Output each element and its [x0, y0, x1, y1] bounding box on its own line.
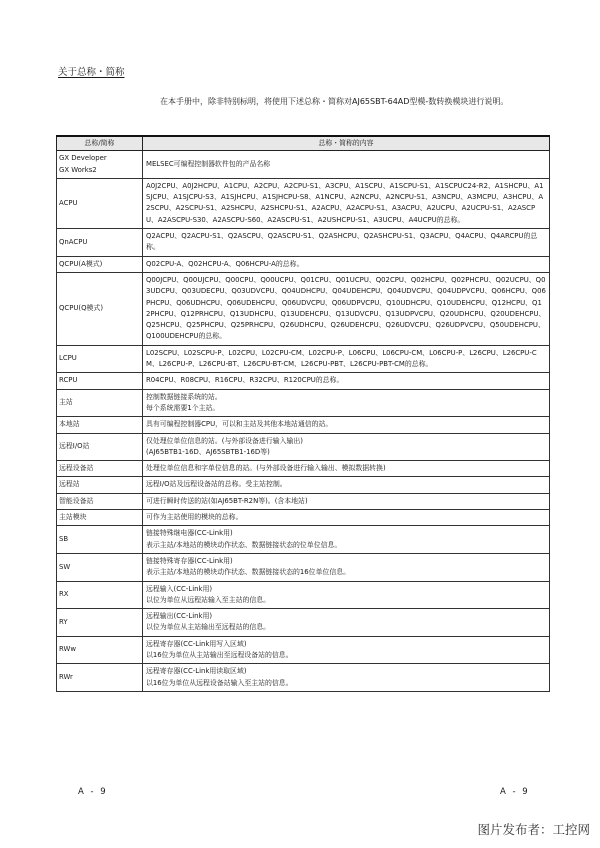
term-cell	[57, 229, 143, 257]
description-cell	[143, 272, 550, 345]
description-cell	[143, 510, 550, 526]
description-cell	[143, 178, 550, 228]
page-number-right: A - 9	[500, 787, 530, 797]
description-cell	[143, 345, 550, 373]
table-row	[57, 664, 550, 692]
table-row	[57, 229, 550, 257]
description-line: L02SCPU、L02SCPU-P、L02CPU、L02CPU-CM、L02CPU-P、L06CPU、L06CPU-CM、L06CPU-P、L26CPU、L26CPU-CM、L26CPU-P、L26CPU-BT、L26CPU-BT-CM、L26CPU-PBT、L26CPU-PBT-CM的总称。	[146, 348, 537, 369]
description-line: 以位为单位从主站输出至远程站的信息。	[146, 623, 271, 632]
description-line: 远程寄存器(CC-Link用写入区域)	[146, 639, 247, 648]
table-row	[57, 461, 550, 477]
description-cell	[143, 477, 550, 493]
term-cell	[57, 178, 143, 228]
term-label: RX	[59, 590, 69, 599]
section-title: 关于总称・简称	[58, 67, 125, 78]
table-row	[57, 389, 550, 417]
description-cell	[143, 389, 550, 417]
term-label: 智能设备站	[59, 496, 94, 505]
term-label: 主站	[59, 398, 73, 407]
term-label: RWr	[59, 672, 73, 681]
term-cell	[57, 609, 143, 637]
description-line: 处理位单位信息和字单位信息的站。(与外部设备进行输入输出、模拟数据转换)	[146, 464, 386, 473]
term-cell	[57, 256, 143, 272]
term-cell	[57, 477, 143, 493]
term-label: RY	[59, 617, 68, 626]
table-row	[57, 433, 550, 461]
term-cell	[57, 553, 143, 581]
description-cell	[143, 636, 550, 664]
table-row	[57, 636, 550, 664]
term-cell	[57, 526, 143, 554]
term-label: 远程I/O站	[59, 442, 90, 451]
table-row	[57, 581, 550, 609]
table-row	[57, 272, 550, 345]
description-line: 远程输入(CC-Link用)	[146, 584, 213, 593]
description-line: Q2ACPU、Q2ACPU-S1、Q2ASCPU、Q2ASCPU-S1、Q2ASHCPU、Q2ASHCPU-S1、Q3ACPU、Q4ACPU、Q4ARCPU的总称。	[146, 232, 538, 252]
terms-body	[57, 151, 550, 692]
table-row	[57, 256, 550, 272]
description-line: 远程I/O站及远程设备站的总称。受主站控制。	[146, 480, 287, 489]
term-cell	[57, 433, 143, 461]
page-number-left: A - 9	[78, 787, 108, 797]
term-label: 远程设备站	[59, 464, 94, 473]
description-line: 可进行瞬时传送的站(如AJ65BT-R2N等)。(含本地站)	[146, 496, 308, 505]
table-row	[57, 493, 550, 509]
description-line: 具有可编程控制器CPU，可以和主站及其他本地站通信的站。	[146, 420, 333, 429]
term-label: QnACPU	[59, 237, 88, 246]
description-cell	[143, 526, 550, 554]
term-cell	[57, 417, 143, 433]
term-label: LCPU	[59, 354, 77, 363]
table-row	[57, 345, 550, 373]
term-cell	[57, 636, 143, 664]
table-header-row	[57, 136, 550, 151]
term-label: RWw	[59, 645, 76, 654]
description-line: 每个系统需要1个主站。	[146, 403, 220, 412]
description-line: 仅处理位单位信息的站。(与外部设备进行输入输出)	[146, 436, 303, 445]
table-row	[57, 526, 550, 554]
description-line: 控制数据链接系统的站。	[146, 392, 222, 401]
table-row	[57, 553, 550, 581]
description-line: 远程输出(CC-Link用)	[146, 612, 213, 621]
term-cell	[57, 151, 143, 179]
table-row	[57, 151, 550, 179]
description-line: Q00JCPU、Q00UJCPU、Q00CPU、Q00UCPU、Q01CPU、Q01UCPU、Q02CPU、Q02HCPU、Q02PHCPU、Q02UCPU、Q03UDCPU、Q03UDECPU、Q03UDVCPU、Q04UDHCPU、Q04UDEHCPU、Q04UDVCPU、Q04UDPVCPU、Q06HCPU、Q06PHCPU、Q06UDHCPU、Q06UDEHCPU、Q06UDVCPU、Q06UDPVCPU、Q10UDHCPU、Q10UDEHCPU、Q12HCPU、Q12PHCPU、Q12PRHCPU、Q13UDHCPU、Q13UDEHCPU、Q13UDVCPU、Q13UDPVCPU、Q20UDHCPU、Q20UDEHCPU、Q25HCPU、Q25PHCPU、Q25PRHCPU、Q26UDHCPU、Q26UDEHCPU、Q26UDVCPU、Q26UDPVCPU、Q50UDEHCPU、Q100UDEHCPU的总称。	[146, 275, 546, 341]
term-label: SB	[59, 534, 69, 543]
term-cell	[57, 581, 143, 609]
term-label: 主站模块	[59, 513, 87, 522]
description-cell	[143, 553, 550, 581]
term-label: GX Works2	[59, 165, 97, 174]
description-line: 远程寄存器(CC-Link用读取区域)	[146, 667, 247, 676]
description-line: 以位为单位从远程站输入至主站的信息。	[146, 595, 271, 604]
terms-table	[56, 135, 550, 692]
term-cell	[57, 389, 143, 417]
header-description: 总称・简称的内容	[143, 136, 550, 151]
description-cell	[143, 433, 550, 461]
description-cell	[143, 664, 550, 692]
intro-paragraph: 在本手册中，除非特别标明，将使用下述总称・简称对AJ65SBT-64AD型模-数转换模块进行说明。	[160, 97, 509, 106]
table-row	[57, 477, 550, 493]
table-row	[57, 609, 550, 637]
term-cell	[57, 510, 143, 526]
description-line: 以16位为单位从远程设备站输入至主站的信息。	[146, 678, 293, 687]
description-cell	[143, 461, 550, 477]
description-cell	[143, 256, 550, 272]
description-cell	[143, 493, 550, 509]
term-label: ACPU	[59, 198, 78, 207]
description-cell	[143, 581, 550, 609]
description-cell	[143, 417, 550, 433]
term-cell	[57, 373, 143, 389]
description-line: 表示主站/本地站的模块动作状态、数据链接状态的位单位信息。	[146, 540, 342, 549]
term-label: SW	[59, 562, 71, 571]
description-line: (AJ65BTB1-16D、AJ65SBTB1-16D等)	[146, 447, 270, 456]
table-row	[57, 510, 550, 526]
description-cell	[143, 229, 550, 257]
table-row	[57, 178, 550, 228]
term-cell	[57, 345, 143, 373]
term-label: 本地站	[59, 420, 80, 429]
description-cell	[143, 609, 550, 637]
description-cell	[143, 373, 550, 389]
description-line: 以16位为单位从主站输出至远程设备站的信息。	[146, 650, 293, 659]
description-line: A0J2CPU、A0J2HCPU、A1CPU、A2CPU、A2CPU-S1、A3CPU、A1SCPU、A1SCPU-S1、A1SCPUC24-R2、A1SHCPU、A1SJCPU、A1SJCPU-S3、A1SJHCPU、A1SJHCPU-S8、A1NCPU、A2NCPU、A2NCPU-S1、A3NCPU、A3MCPU、A3HCPU、A2SCPU、A2SCPU-S1、A2SHCPU、A2SHCPU-S1、A2ACPU、A2ACPU-S1、A3ACPU、A2UCPU、A2UCPU-S1、A2ASCPU、A2ASCPU-S30、A2ASCPU-S60、A2ASCPU-S1、A2USHCPU-S1、A3UCPU、A4UCPU的总称。	[146, 181, 544, 224]
description-cell	[143, 151, 550, 179]
description-line: 表示主站/本地站的模块动作状态、数据链接状态的16位单位信息。	[146, 568, 351, 577]
description-line: 可作为主站使用的模块的总称。	[146, 513, 243, 522]
term-label: GX Developer	[59, 154, 107, 163]
term-cell	[57, 493, 143, 509]
table-row	[57, 417, 550, 433]
term-cell	[57, 272, 143, 345]
term-label: RCPU	[59, 376, 78, 385]
term-cell	[57, 461, 143, 477]
term-label: QCPU(Q模式)	[59, 304, 104, 313]
description-line: R04CPU、R08CPU、R16CPU、R32CPU、R120CPU的总称。	[146, 376, 344, 385]
description-line: 链接特殊寄存器(CC-Link用)	[146, 556, 233, 565]
term-label: QCPU(A模式)	[59, 259, 103, 268]
description-line: Q02CPU-A、Q02HCPU-A、Q06HCPU-A的总称。	[146, 259, 304, 268]
table-row	[57, 373, 550, 389]
watermark: 图片发布者：工控网	[477, 822, 590, 837]
description-line: 链接特殊继电器(CC-Link用)	[146, 529, 233, 538]
description-line: MELSEC可编程控制器软件包的产品名称	[146, 159, 271, 168]
header-term: 总称/简称	[57, 136, 143, 151]
term-label: 远程站	[59, 480, 80, 489]
term-cell	[57, 664, 143, 692]
